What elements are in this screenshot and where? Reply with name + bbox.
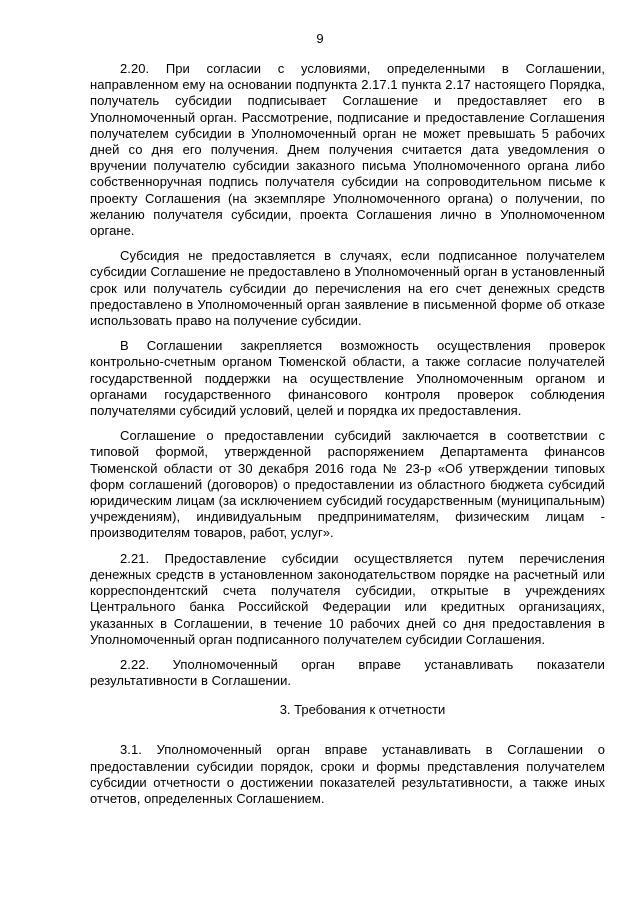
paragraph-subsidy-refusal: Субсидия не предоставляется в случаях, если подписанное получателем субсидии Соглашение не предоставлено в Уполномоченный орган в установленный срок или получатель субсидии до перечисления на его счет денежных средств предоставлено в Уполномоченный орган заявление в письменной форме об отказе использовать право на получение субсидии. (90, 248, 605, 329)
paragraph-2-21: 2.21. Предоставление субсидии осуществляется путем перечисления денежных средств в установленном законодательством порядке на расчетный или корреспондентский счета получателя субсидии, открытые в учреждениях Центрального банка Российской Федерации или кредитных организациях, указанных в Соглашении, в течение 10 рабочих дней со дня предоставления в Уполномоченный орган подписанного получателем субсидии Соглашения. (90, 550, 605, 647)
paragraph-3-1: 3.1. Уполномоченный орган вправе устанавливать в Соглашении о предоставлении субсидии порядок, сроки и формы представления получателем субсидии отчетности о достижении показателей результативности, а также иных отчетов, определенных Соглашением. (90, 742, 605, 806)
section-title: 3. Требования к отчетности (279, 702, 446, 718)
page-number: 9 (316, 31, 324, 46)
paragraph-2-22: 2.22. Уполномоченный орган вправе устанавливать показатели результативности в Соглашении. (90, 656, 605, 689)
paragraph-standard-form: Соглашение о предоставлении субсидий заключается в соответствии с типовой формой, утвержденной распоряжением Департамента финансов Тюменской области от 30 декабря 2016 года № 23-р «Об утверждении типовых форм соглашений (договоров) о предоставлении из областного бюджета субсидий юридическим лицам (за исключением субсидий государственным (муниципальным) учреждениям), индивидуальным предпринимателям, физическим лицам - производителям товаров, работ, услуг». (90, 428, 605, 541)
document-body (90, 61, 605, 816)
paragraph-inspections: В Соглашении закрепляется возможность осуществления проверок контрольно-счетным органом Тюменской области, а также согласие получателей государственной поддержки на осуществление Уполномоченным органом и органами государственного финансового контроля проверок соблюдения получателями субсидий условий, целей и порядка их предоставления. (90, 338, 605, 419)
paragraph-2-20: 2.20. При согласии с условиями, определенными в Соглашении, направленном ему на основании подпункта 2.17.1 пункта 2.17 настоящего Порядка, получатель субсидии подписывает Соглашение и предоставляет его в Уполномоченный орган. Рассмотрение, подписание и предоставление Соглашения получателем субсидии в Уполномоченный орган не может превышать 5 рабочих дней со дня его получения. Днем получения считается дата уведомления о вручении получателю субсидии заказного письма Уполномоченного органа либо собственноручная подпись получателя субсидии на сопроводительном письме к проекту Соглашения (на экземпляре Уполномоченного органа) о получении, по желанию получателя субсидии, проекта Соглашения лично в Уполномоченном органе. (90, 61, 605, 239)
